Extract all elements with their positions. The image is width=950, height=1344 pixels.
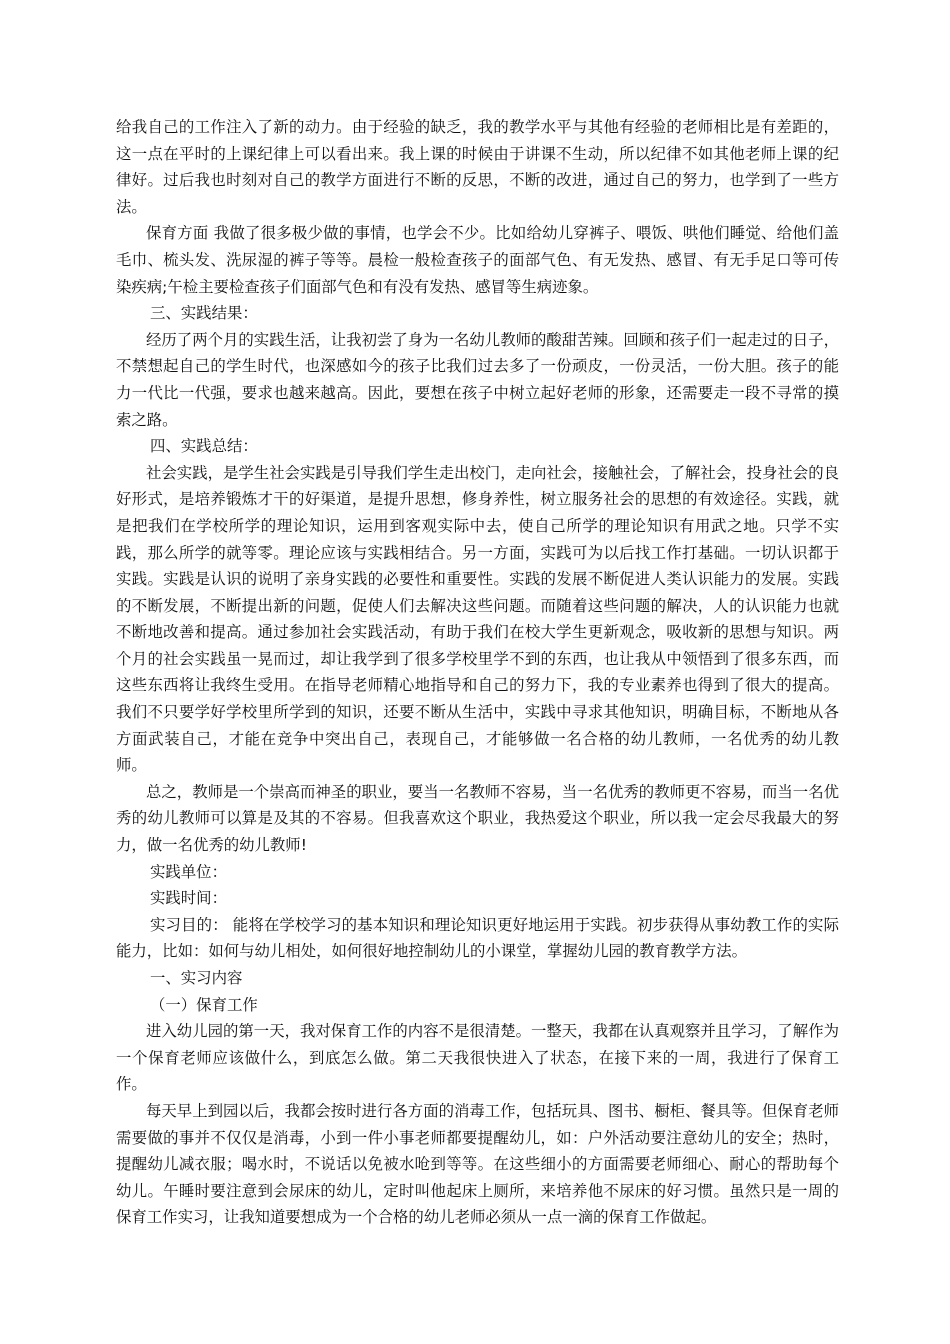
section-heading: 一、实习内容 (150, 969, 243, 987)
internship-purpose: 实习目的： 能将在学校学习的基本知识和理论知识更好地运用于实践。初步获得从事幼教工作的实际能力，比如：如何与幼儿相处，如何很好地控制幼儿的小课堂，掌握幼儿园的教育教学方法。 (116, 915, 839, 961)
paragraph: 每天早上到园以后，我都会按时进行各方面的消毒工作，包括玩具、图书、橱柜、餐具等。但保育老师需要做的事并不仅仅是消毒，小到一件小事老师都要提醒幼儿，如：户外活动要注意幼儿的安全；热时，提醒幼儿减衣服；喝水时，不说话以免被水呛到等等。在这些细小的方面需要老师细心、耐心的帮助每个幼儿。午睡时要注意到会尿床的幼儿，定时叫他起床上厕所，来培养他不尿床的好习惯。虽然只是一周的保育工作实习，让我知道要想成为一个合格的幼儿老师必须从一点一滴的保育工作做起。 (116, 1101, 839, 1227)
paragraph: 进入幼儿园的第一天，我对保育工作的内容不是很清楚。一整天，我都在认真观察并且学习，了解作为一个保育老师应该做什么，到底怎么做。第二天我很快进入了状态，在接下来的一周，我进行了保育工作。 (116, 1022, 839, 1094)
paragraph: 社会实践，是学生社会实践是引导我们学生走出校门，走向社会，接触社会，了解社会，投身社会的良好形式，是培养锻炼才干的好渠道，是提升思想，修身养性，树立服务社会的思想的有效途径。实践，就是把我们在学校所学的理论知识，运用到客观实际中去，使自己所学的理论知识有用武之地。只学不实践，那么所学的就等零。理论应该与实践相结合。另一方面，实践可为以后找工作打基础。一切认识都于实践。实践是认识的说明了亲身实践的必要性和重要性。实践的发展不断促进人类认识能力的发展。实践的不断发展，不断提出新的问题，促使人们去解决这些问题。而随着这些问题的解决，人的认识能力也就不断地改善和提高。通过参加社会实践活动，有助于我们在校大学生更新观念，吸收新的思想与知识。两个月的社会实践虽一晃而过，却让我学到了很多学校里学不到的东西，也让我从中领悟到了很多东西，而这些东西将让我终生受用。在指导老师精心地指导和自己的努力下，我的专业素养也得到了很大的提高。我们不只要学好学校里所学到的知识，还要不断从生活中，实践中寻求其他知识，明确目标，不断地从各方面武装自己，才能在竞争中突出自己，表现自己，才能够做一名合格的幼儿教师，一名优秀的幼儿教师。 (116, 463, 839, 775)
practice-unit-field: 实践单位： (150, 862, 227, 881)
practice-time-field: 实践时间： (150, 889, 227, 908)
section-heading: 四、实践总结： (150, 437, 258, 456)
document-page (116, 114, 839, 1231)
paragraph: 保育方面 我做了很多极少做的事情，也学会不少。比如给幼儿穿裤子、喂饭、哄他们睡觉、给他们盖毛巾、梳头发、洗尿湿的裤子等等。晨检一般检查孩子的面部气色、有无发热、感冒、有无手足口等可传染疾病;午检主要检查孩子们面部气色和有没有发热、感冒等生病迹象。 (116, 224, 839, 296)
paragraph: 总之，教师是一个崇高而神圣的职业，要当一名教师不容易，当一名优秀的教师更不容易，而当一名优秀的幼儿教师可以算是及其的不容易。但我喜欢这个职业，我热爱这个职业，所以我一定会尽我最大的努力，做一名优秀的幼儿教师! (116, 782, 839, 855)
paragraph: 给我自己的工作注入了新的动力。由于经验的缺乏，我的教学水平与其他有经验的老师相比是有差距的，这一点在平时的上课纪律上可以看出来。我上课的时候由于讲课不生动，所以纪律不如其他老师上课的纪律好。过后我也时刻对自己的教学方面进行不断的反思，不断的改进，通过自己的努力，也学到了一些方法。 (116, 118, 839, 216)
subsection-heading: （一）保育工作 (150, 995, 258, 1014)
paragraph: 经历了两个月的实践生活，让我初尝了身为一名幼儿教师的酸甜苦辣。回顾和孩子们一起走过的日子，不禁想起自己的学生时代，也深感如今的孩子比我们过去多了一份顽皮，一份灵活，一份大胆。孩子的能力一代比一代强，要求也越来越高。因此，要想在孩子中树立起好老师的形象，还需要走一段不寻常的摸索之路。 (116, 330, 839, 429)
section-heading: 三、实践结果： (150, 304, 258, 323)
